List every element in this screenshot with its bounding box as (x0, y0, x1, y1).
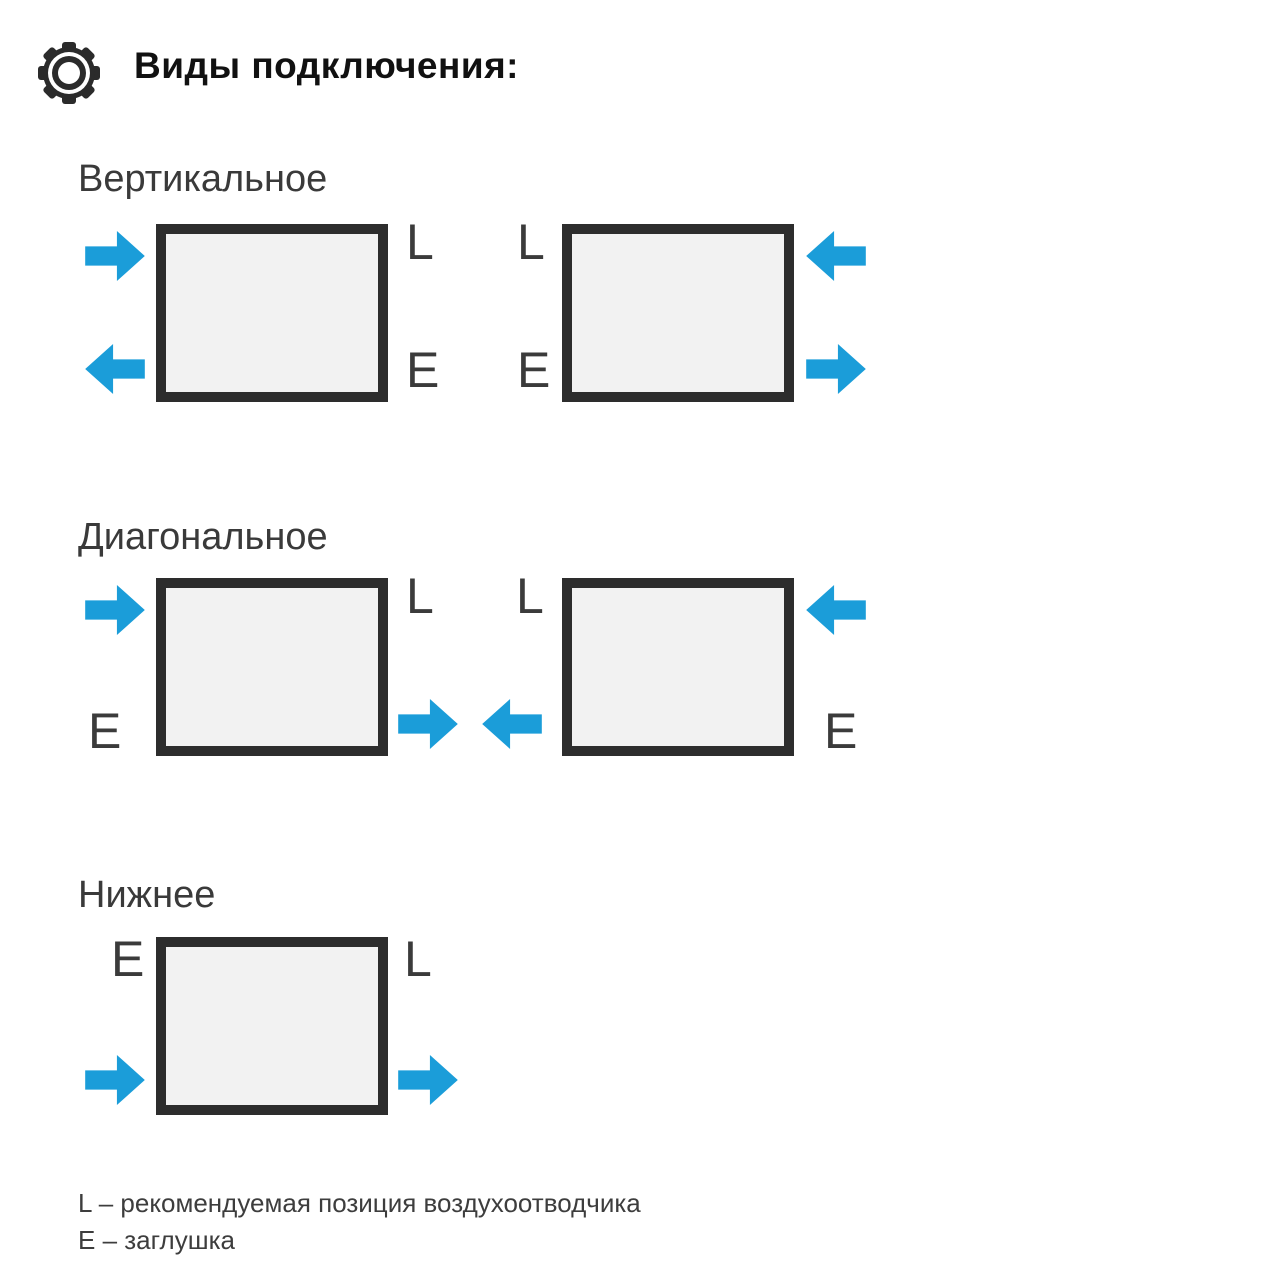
legend-plug: E – заглушка (78, 1225, 235, 1255)
section-label-bottom: Нижнее (78, 874, 216, 916)
radiator-vertical-left (156, 224, 388, 402)
legend-air-vent: L – рекомендуемая позиция воздухоотводчика (78, 1188, 641, 1218)
flow-arrow-inlet-icon (806, 585, 866, 635)
flow-arrow-outlet-icon (398, 1055, 458, 1105)
flow-arrow-inlet-icon (85, 585, 145, 635)
radiator-diagonal-right (562, 578, 794, 756)
port-label-L: L (406, 568, 434, 624)
port-label-L: L (516, 568, 544, 624)
port-label-E: E (111, 931, 145, 987)
port-label-E: E (824, 703, 858, 759)
section-label-diagonal: Диагональное (78, 516, 328, 558)
radiator-diagonal-left (156, 578, 388, 756)
flow-arrow-outlet-icon (806, 344, 866, 394)
port-label-E: E (88, 703, 122, 759)
radiator-bottom (156, 937, 388, 1115)
flow-arrow-outlet-icon (85, 344, 145, 394)
flow-arrow-inlet-icon (85, 1055, 145, 1105)
port-label-L: L (517, 214, 545, 270)
page-title: Виды подключения: (134, 45, 520, 86)
flow-arrow-inlet-icon (85, 231, 145, 281)
radiator-vertical-right (562, 224, 794, 402)
port-label-L: L (406, 214, 434, 270)
port-label-L: L (404, 931, 432, 987)
port-label-E: E (517, 342, 551, 398)
port-label-E: E (406, 342, 440, 398)
section-label-vertical: Вертикальное (78, 158, 328, 200)
legend (78, 1185, 641, 1259)
flow-arrow-inlet-icon (806, 231, 866, 281)
flow-arrow-outlet-icon (398, 699, 458, 749)
settings-gear-icon (38, 42, 100, 104)
flow-arrow-outlet-icon (482, 699, 542, 749)
